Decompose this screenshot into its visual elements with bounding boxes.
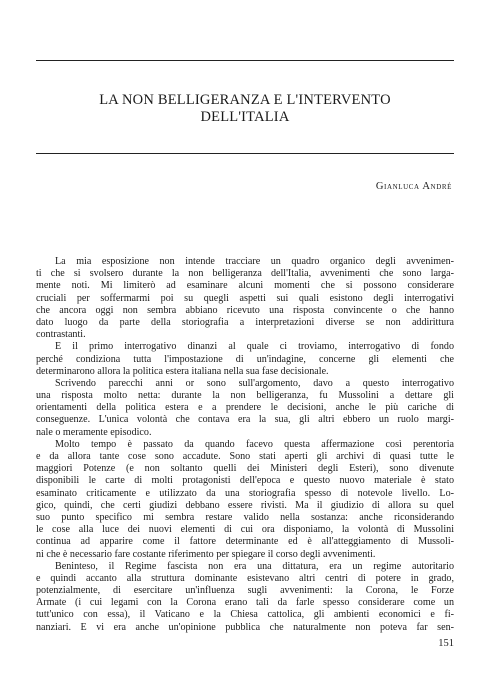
text-line: conseguenze. L'unica volontà che contava era la sua, gli altri ebbero un ruolo margi- (36, 414, 454, 426)
author-name: Gianluca André (375, 181, 452, 192)
top-rule (36, 60, 454, 61)
text-line: ni che è necessario fare costante riferimento per spiegare il corso degli avvenimenti. (36, 548, 376, 560)
title-line: DELL'ITALIA (200, 109, 290, 125)
text-line: e quindi accanto alla struttura dominante esistevano altri centri di potere in grado, (36, 572, 454, 584)
text-line: esaminato criticamente e utilizzato da una storiografia spesso di notevole livello. Lo- (36, 487, 454, 499)
text-line: mente noti. Mi limiterò ad esaminare alcuni momenti che si possono considerare (36, 280, 454, 292)
text-line: determinarono allora la politica estera italiana nella sua fase decisionale. (36, 365, 329, 377)
text-line: Scrivendo parecchi anni or sono sull'argomento, davo a questo interrogativo (55, 377, 454, 389)
text-line: potenzialmente, di esercitare un'influenza sugli avvenimenti: la Corona, le Forze (36, 585, 454, 597)
text-line: ti che si svolsero durante la non belligeranza dell'Italia, avvenimenti che sono larga- (36, 268, 454, 280)
text-line: orientamenti della politica estera e a prendere le decisioni, anche le più cariche di (36, 402, 454, 414)
page-title (36, 92, 454, 126)
text-line: perché condiziona tutta l'impostazione di un'indagine, concerne gli elementi che (36, 353, 454, 365)
text-line: le cose alla luce dei nuovi elementi di cui ora disponiamo, la volontà di Mussolini (36, 524, 454, 536)
text-line: nanziari. E vi era anche un'opinione pubblica che naturalmente non poteva far sen- (36, 621, 454, 633)
text-line: Molto tempo è passato da quando facevo questa affermazione così perentoria (55, 438, 454, 450)
text-line: continua ad apparire come il fattore determinante ed è all'atteggiamento di Mussoli- (36, 536, 454, 548)
text-line: nale o meramente episodico. (36, 426, 152, 438)
page-number: 151 (438, 638, 454, 649)
bottom-rule (36, 153, 454, 154)
text-line: e da allora tante cose sono accadute. Sono stati aperti gli archivi di quasi tutte le (36, 451, 454, 462)
text-line: cruciali per soffermarmi poi su quegli aspetti sui quali esistono degli interrogativi (36, 292, 454, 304)
text-line: gico, quindi, che certi giudizi debbano essere rivisti. Ma il giudizio di allora su quel (36, 499, 454, 511)
title-line: LA NON BELLIGERANZA E L'INTERVENTO (99, 92, 391, 108)
text-line: contrastanti. (36, 329, 86, 341)
text-line: La mia esposizione non intende tracciare un quadro organico degli avvenimen- (55, 256, 454, 267)
text-line: una risposta molto netta: durante la non belligeranza, fu Mussolini a dettare gli (36, 390, 454, 402)
text-line: Beninteso, il Regime fascista non era una dittatura, era un regime autoritario (55, 560, 454, 572)
text-line: che ancora oggi non sembra abbiano ricevuto una risposta convincente o che hanno (36, 304, 454, 316)
text-line: E il primo interrogativo dinanzi al quale ci troviamo, interrogativo di fondo (55, 341, 454, 353)
text-line: tutt'unico con essa), il Vaticano e la Chiesa cattolica, gli ambienti economici e fi- (36, 609, 454, 621)
text-line: dato luogo da parte della storiografia a interpretazioni diverse se non addirittura (36, 316, 454, 328)
article-body (36, 256, 454, 634)
text-line: disponibili le carte di molti protagonisti dell'epoca e questo nuovo materiale è stato (36, 475, 454, 487)
text-line: suo punto specifico mi sembra restare valido nella sostanza: anche riconsiderando (36, 511, 454, 523)
text-line: Armate (i cui legami con la Corona erano tali da farle spesso considerare come un (36, 597, 454, 609)
text-line: maggiori Potenze (e non soltanto quelli dei Ministeri degli Esteri), sono divenute (36, 463, 454, 475)
